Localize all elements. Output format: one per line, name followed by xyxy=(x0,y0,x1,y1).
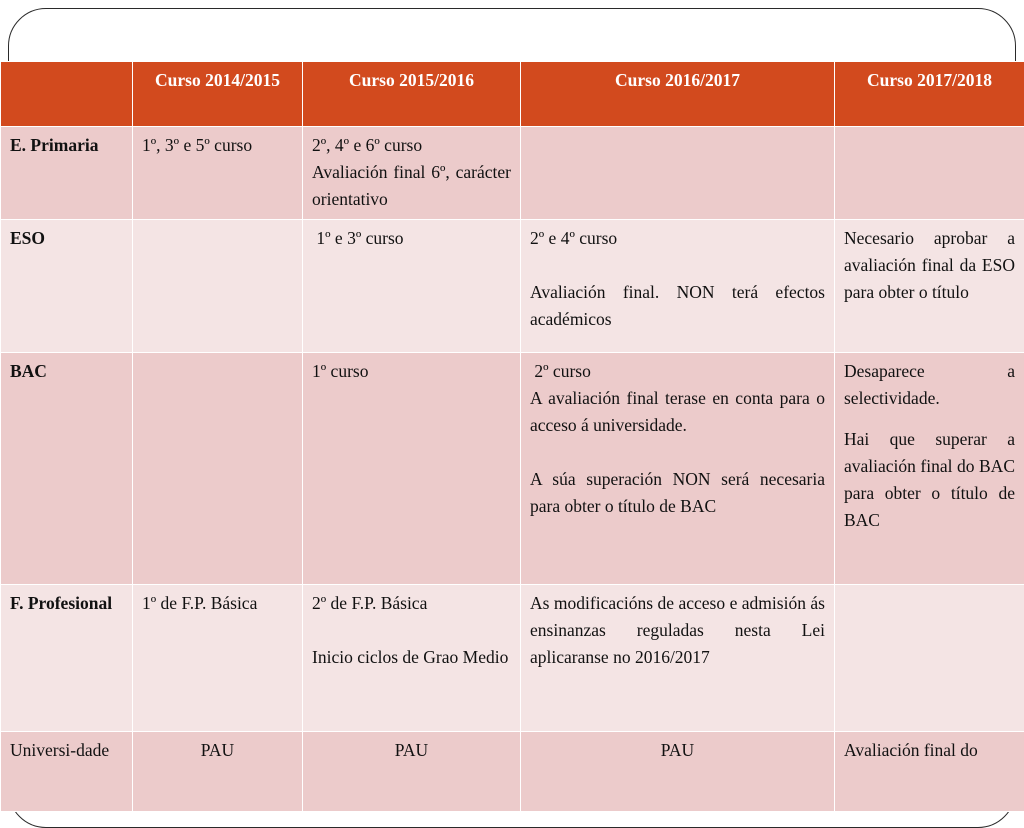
cell-text: A súa superación NON será necesaria para obter o título de BAC xyxy=(530,466,825,520)
header-row xyxy=(1,62,1024,127)
cell-2017 xyxy=(835,220,1024,353)
cell-text: Inicio ciclos de Grao Medio xyxy=(312,644,511,671)
header-2015-2016: Curso 2015/2016 xyxy=(303,62,521,127)
cell-text: Avaliación final 6º, carácter orientativo xyxy=(312,159,511,213)
header-2016-2017: Curso 2016/2017 xyxy=(521,62,835,127)
level-label: Universi-dade xyxy=(1,732,133,812)
table-row-primaria xyxy=(1,127,1024,220)
cell-text: 2º, 4º e 6º curso xyxy=(312,132,511,159)
cell-2016 xyxy=(521,220,835,353)
cell-2016 xyxy=(521,127,835,220)
cell-2014 xyxy=(133,353,303,585)
cell-2015: 1º curso xyxy=(303,353,521,585)
cell-text: A avaliación final terase en conta para o acceso á universidade. xyxy=(530,385,825,439)
cell-2016 xyxy=(521,353,835,585)
cell-2017 xyxy=(835,353,1024,585)
table-row-bac xyxy=(1,353,1024,585)
cell-text: Desaparece a selectividade. xyxy=(844,358,1015,412)
cell-2015 xyxy=(303,127,521,220)
cell-text: As modificacións de acceso e admisión ás ensinanzas reguladas nesta Lei aplicaranse no 2016/2017 xyxy=(530,590,825,671)
cell-2017 xyxy=(835,585,1024,732)
cell-2015: 1º e 3º curso xyxy=(303,220,521,353)
cell-text: Avaliación final. NON terá efectos académicos xyxy=(530,279,825,333)
cell-text: Hai que superar a avaliación final do BAC para obter o título de BAC xyxy=(844,426,1015,534)
cell-2014: 1º, 3º e 5º curso xyxy=(133,127,303,220)
level-label: F. Profesional xyxy=(1,585,133,732)
schedule-table xyxy=(0,61,1024,812)
table-row-eso xyxy=(1,220,1024,353)
table-row-fp xyxy=(1,585,1024,732)
cell-text: Necesario aprobar a avaliación final da ESO para obter o título xyxy=(844,225,1015,306)
cell-2014: PAU xyxy=(133,732,303,812)
level-label: E. Primaria xyxy=(1,127,133,220)
cell-2015: PAU xyxy=(303,732,521,812)
table-row-universidade xyxy=(1,732,1024,812)
header-2017-2018: Curso 2017/2018 xyxy=(835,62,1024,127)
cell-2016 xyxy=(521,585,835,732)
level-label: ESO xyxy=(1,220,133,353)
cell-2016: PAU xyxy=(521,732,835,812)
cell-2014: 1º de F.P. Básica xyxy=(133,585,303,732)
level-label: BAC xyxy=(1,353,133,585)
cell-2017: Avaliación final do xyxy=(835,732,1024,812)
cell-text: 2º de F.P. Básica xyxy=(312,590,511,617)
cell-2015 xyxy=(303,585,521,732)
cell-2014 xyxy=(133,220,303,353)
header-corner xyxy=(1,62,133,127)
cell-text: 2º curso xyxy=(530,358,825,385)
cell-text: 2º e 4º curso xyxy=(530,225,825,252)
cell-2017 xyxy=(835,127,1024,220)
header-2014-2015: Curso 2014/2015 xyxy=(133,62,303,127)
